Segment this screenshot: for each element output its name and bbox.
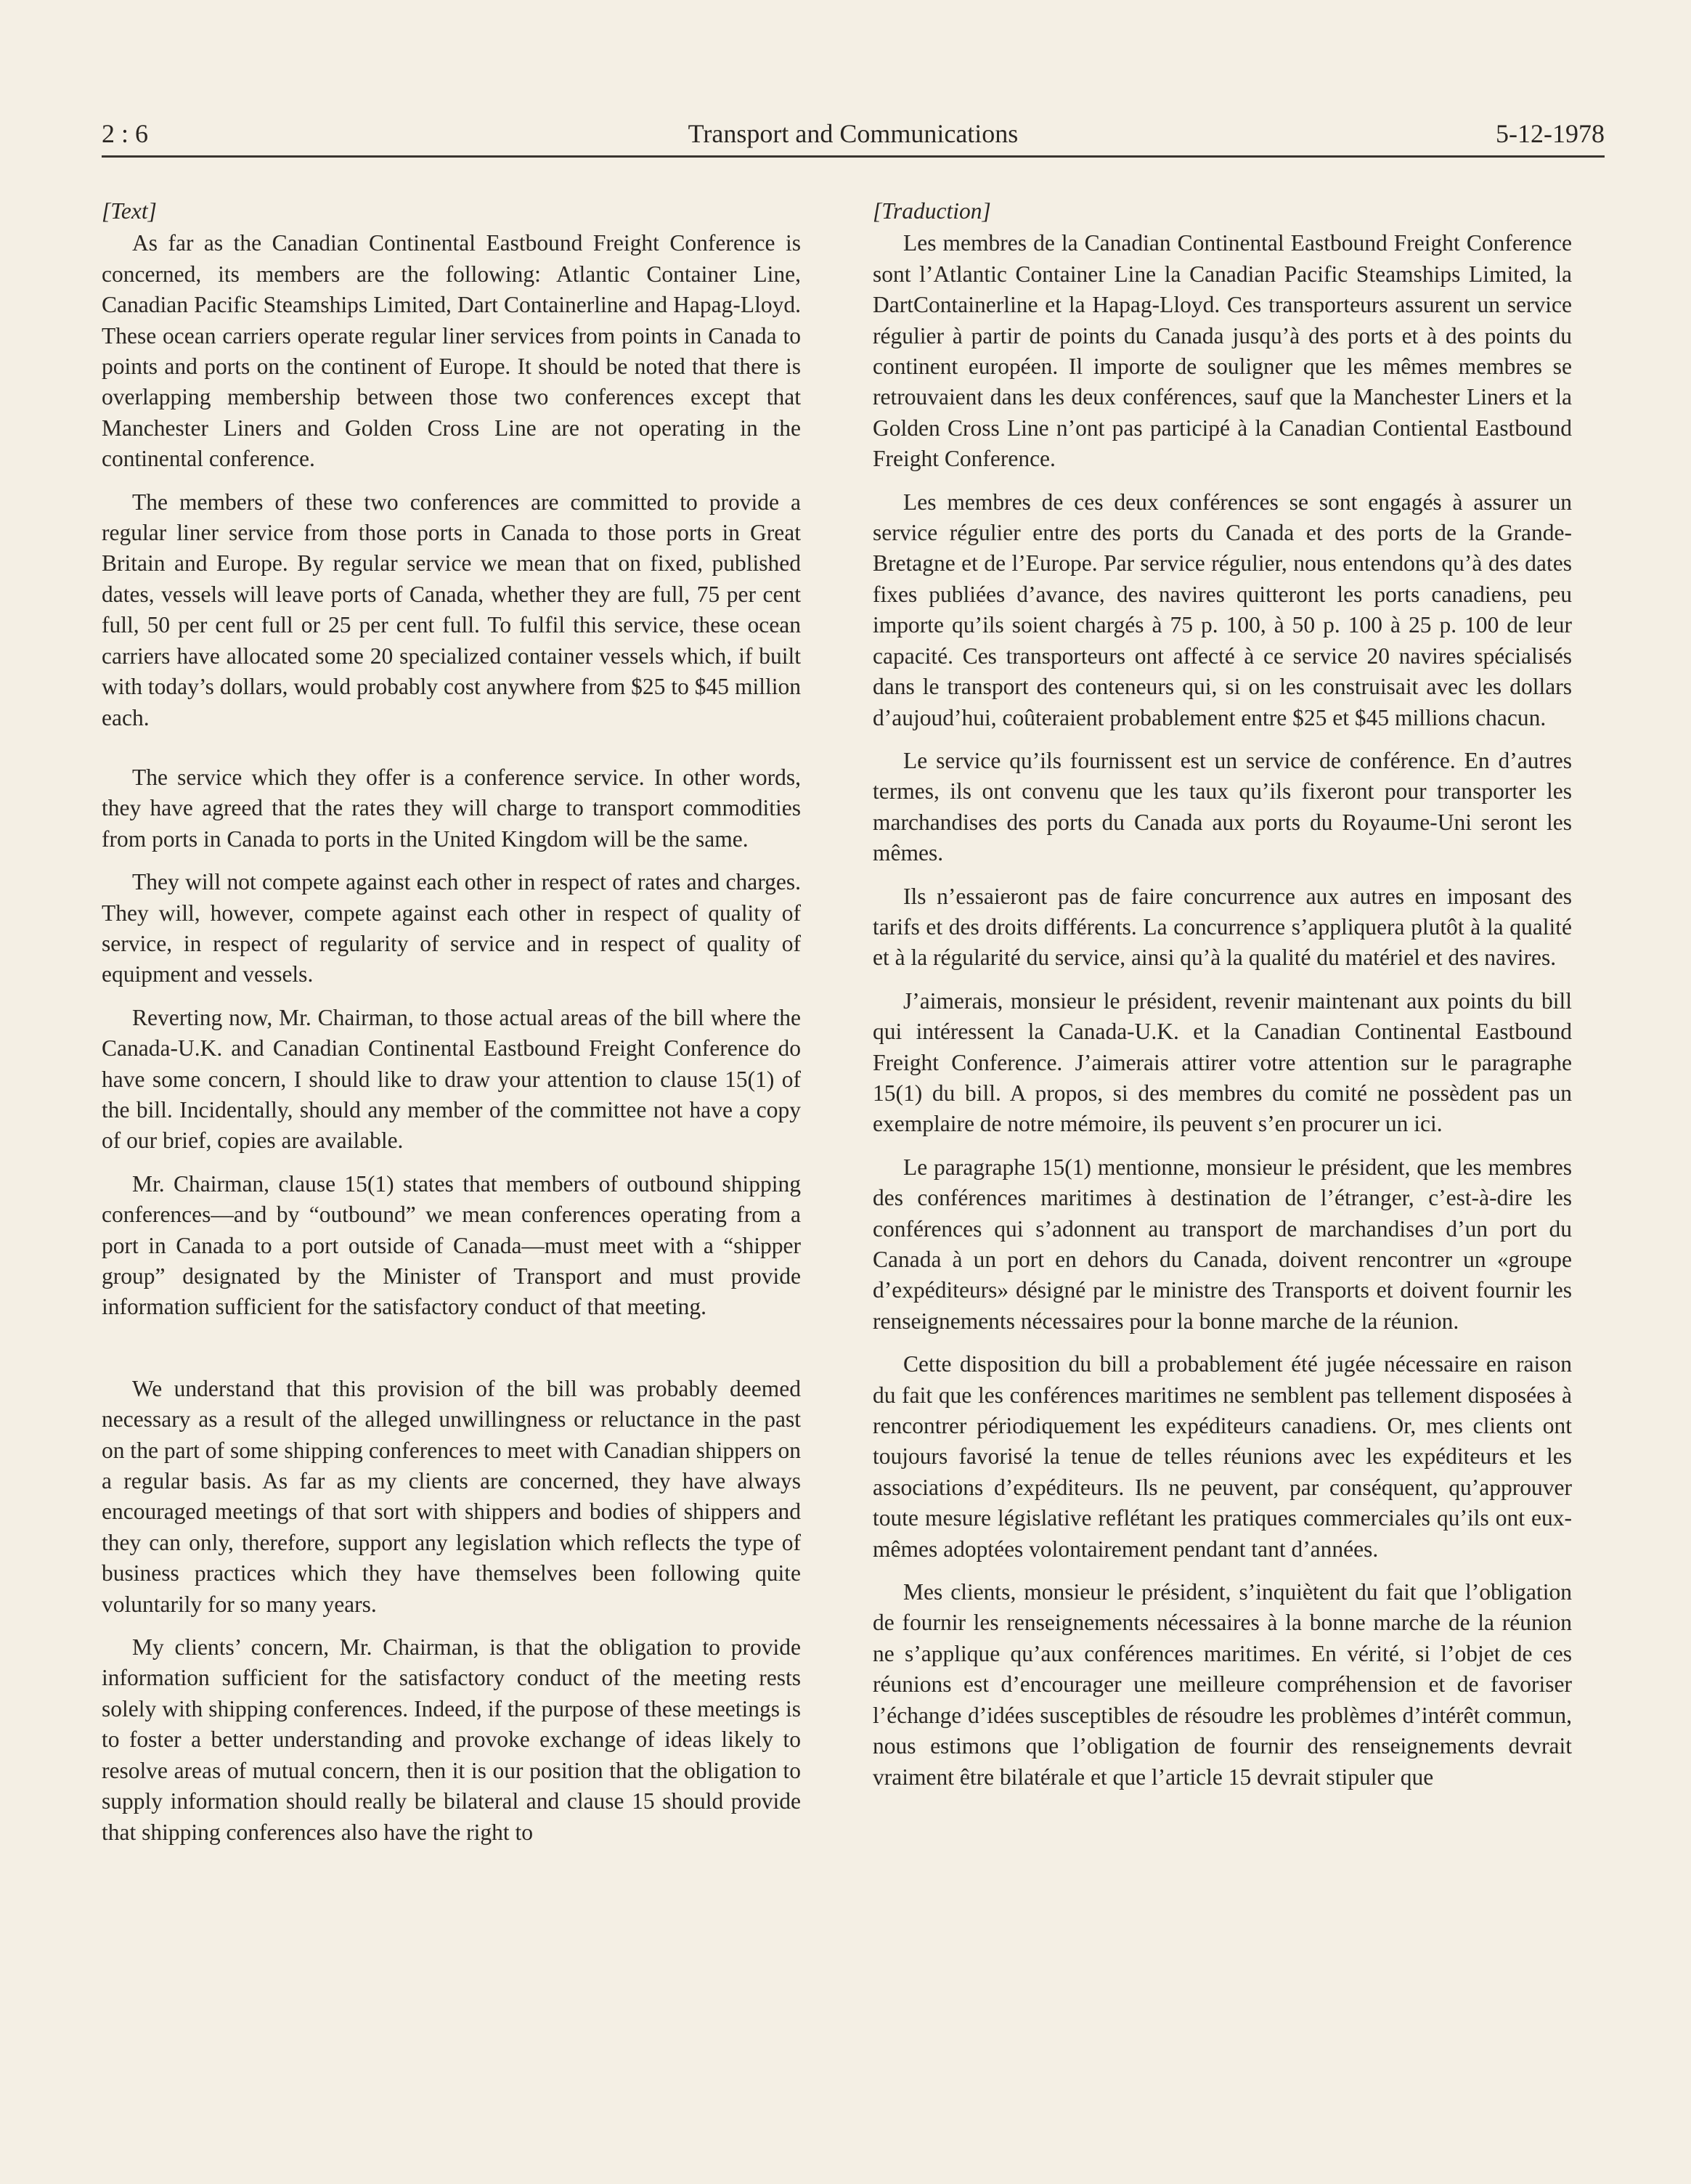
paragraph: The service which they offer is a conference service. In other words, they have agreed that the rates they will charge to transport commodities from ports in Canada to ports in the United Kingdom will be the same. [102, 764, 801, 852]
french-column [873, 196, 1572, 1805]
paragraph: J’aimerais, monsieur le président, revenir maintenant aux points du bill qui intéressent la Canada-U.K. et la Canadian Continental Eastbound Freight Conference. J’aimerais attirer votre attention sur le paragraphe 15(1) du bill. A propos, si des membres du comité ne possèdent pas un exemplaire de notre mémoire, ils peuvent s’en procurer un ici. [873, 987, 1572, 1137]
paragraph: Le service qu’ils fournissent est un service de conférence. En d’autres termes, ils ont convenu que les taux qu’ils fixeront pour transporter les marchandises des ports du Canada aux ports du Royaume-Uni seront les mêmes. [873, 747, 1572, 866]
paragraph: They will not compete against each other in respect of rates and charges. They will, however, compete against each other in respect of quality of service, in respect of regularity of service and in respect of quality of equipment and vessels. [102, 869, 801, 987]
paragraph: Le paragraphe 15(1) mentionne, monsieur le président, que les membres des conférences maritimes à destination de l’étranger, c’est-à-dire les conférences qui s’adonnent au transport de marchandises d’un port du Canada à un port en dehors du Canada, doivent rencontrer un «groupe d’expéditeurs» désigné par le ministre des Transports et doivent fournir les renseignements nécessaires pour la bonne marche de la réunion. [873, 1154, 1572, 1334]
paragraph: Mes clients, monsieur le président, s’inquiètent du fait que l’obligation de fournir les renseignements nécessaires à la bonne marche de la réunion ne s’applique qu’aux conférences maritimes. En vérité, si l’objet de ces réunions est d’encourager une meilleure compréhension et de favoriser l’échange d’idées susceptibles de résoudre les problèmes d’intérêt commun, nous estimons que l’obligation de fournir des renseignements devrait vraiment être bilatérale et que l’article 15 devrait stipuler que [873, 1579, 1572, 1790]
paragraph: As far as the Canadian Continental Eastbound Freight Conference is concerned, its members are the following: Atlantic Container Line, Canadian Pacific Steamships Limited, Dart Containerline and Hapag-Lloyd. These ocean carriers operate regular liner services from points in Canada to points and ports on the continent of Europe. It should be noted that there is overlapping membership between those two conferences except that Manchester Liners and Golden Cross Line are not operating in the continental conference. [102, 230, 801, 472]
paragraph: The members of these two conferences are committed to provide a regular liner service from those ports in Canada to those ports in Great Britain and Europe. By regular service we mean that on fixed, published dates, vessels will leave ports of Canada, whether they are full, 75 per cent full, 50 per cent full or 25 per cent full. To fulfil this service, these ocean carriers have allocated some 20 specialized container vessels which, if built with today’s dollars, would probably cost anywhere from $25 to $45 million each. [102, 489, 801, 730]
english-column [102, 196, 801, 1860]
paragraph: We understand that this provision of the bill was probably deemed necessary as a result of the alleged unwillingness or reluctance in the past on the part of some shipping conferences to meet with Canadian shippers on a regular basis. As far as my clients are concerned, they have always encouraged meetings of that sort with shippers and bodies of shippers and they can only, therefore, support any legislation which reflects the type of business practices which they have themselves been following quite voluntarily for so many years. [102, 1375, 801, 1617]
page-date: 5-12-1978 [1496, 119, 1605, 148]
paragraph: Les membres de ces deux conférences se sont engagés à assurer un service régulier entre des ports du Canada et des ports de la Grande-Bretagne et de l’Europe. Par service régulier, nous entendons qu’à des dates fixes publiées d’avance, des navires quitteront les ports canadiens, peu importe qu’ils soient chargés à 75 p. 100, à 50 p. 100 à 25 p. 100 de leur capacité. Ces transporteurs ont affecté à ce service 20 navires spécialisés dans le transport des conteneurs qui, si on les construisait avec les dollars d’aujoud’hui, coûteraient probablement entre $25 et $45 millions chacun. [873, 489, 1572, 730]
running-title: Transport and Communications [688, 119, 1019, 148]
paragraph: My clients’ concern, Mr. Chairman, is that the obligation to provide information sufficient for the satisfactory conduct of the meeting rests solely with shipping conferences. Indeed, if the purpose of these meetings is to foster a better understanding and provoke exchange of ideas likely to resolve areas of mutual concern, then it is our position that the obligation to supply information should really be bilateral and clause 15 should provide that shipping conferences also have the right to [102, 1634, 801, 1845]
paragraph: Mr. Chairman, clause 15(1) states that members of outbound shipping conferences—and by “outbound” we mean conferences operating from a port in Canada to a port outside of Canada—must meet with a “shipper group” designated by the Minister of Transport and must provide information sufficient for the satisfactory conduct of that meeting. [102, 1170, 801, 1320]
page-header [102, 116, 1605, 158]
text-tag: [Text] [102, 198, 157, 224]
page-number: 2 : 6 [102, 119, 149, 148]
paragraph: Les membres de la Canadian Continental Eastbound Freight Conference sont l’Atlantic Container Line la Canadian Pacific Steamships Limited, la DartContainerline et la Hapag-Lloyd. Ces transporteurs assurent un service régulier à partir de points du Canada jusqu’à des ports et à des points du continent européen. Il importe de souligner que les mêmes membres se retrouvaient dans les deux conférences, sauf que la Manchester Liners et la Golden Cross Line n’ont pas participé à la Canadian Contiental Eastbound Freight Conference. [873, 230, 1572, 472]
paragraph: Ils n’essaieront pas de faire concurrence aux autres en imposant des tarifs et des droits différents. La concurrence s’appliquera plutôt à la qualité et à la régularité du service, ainsi qu’à la qualité du matériel et des navires. [873, 883, 1572, 971]
traduction-tag: [Traduction] [873, 198, 991, 224]
paragraph: Cette disposition du bill a probablement été jugée nécessaire en raison du fait que les conférences maritimes ne semblent pas tellement disposées à rencontrer périodiquement les expéditeurs canadiens. Or, mes clients ont toujours favorisé la tenue de telles réunions avec les expéditeurs et les associations d’expéditeurs. Ils ne peuvent, par conséquent, qu’approuver toute mesure législative reflétant les pratiques commerciales qu’ils ont eux-mêmes adoptées volontairement pendant tant d’années. [873, 1351, 1572, 1562]
paragraph: Reverting now, Mr. Chairman, to those actual areas of the bill where the Canada-U.K. and Canadian Continental Eastbound Freight Conference do have some concern, I should like to draw your attention to clause 15(1) of the bill. Incidentally, should any member of the committee not have a copy of our brief, copies are available. [102, 1004, 801, 1154]
